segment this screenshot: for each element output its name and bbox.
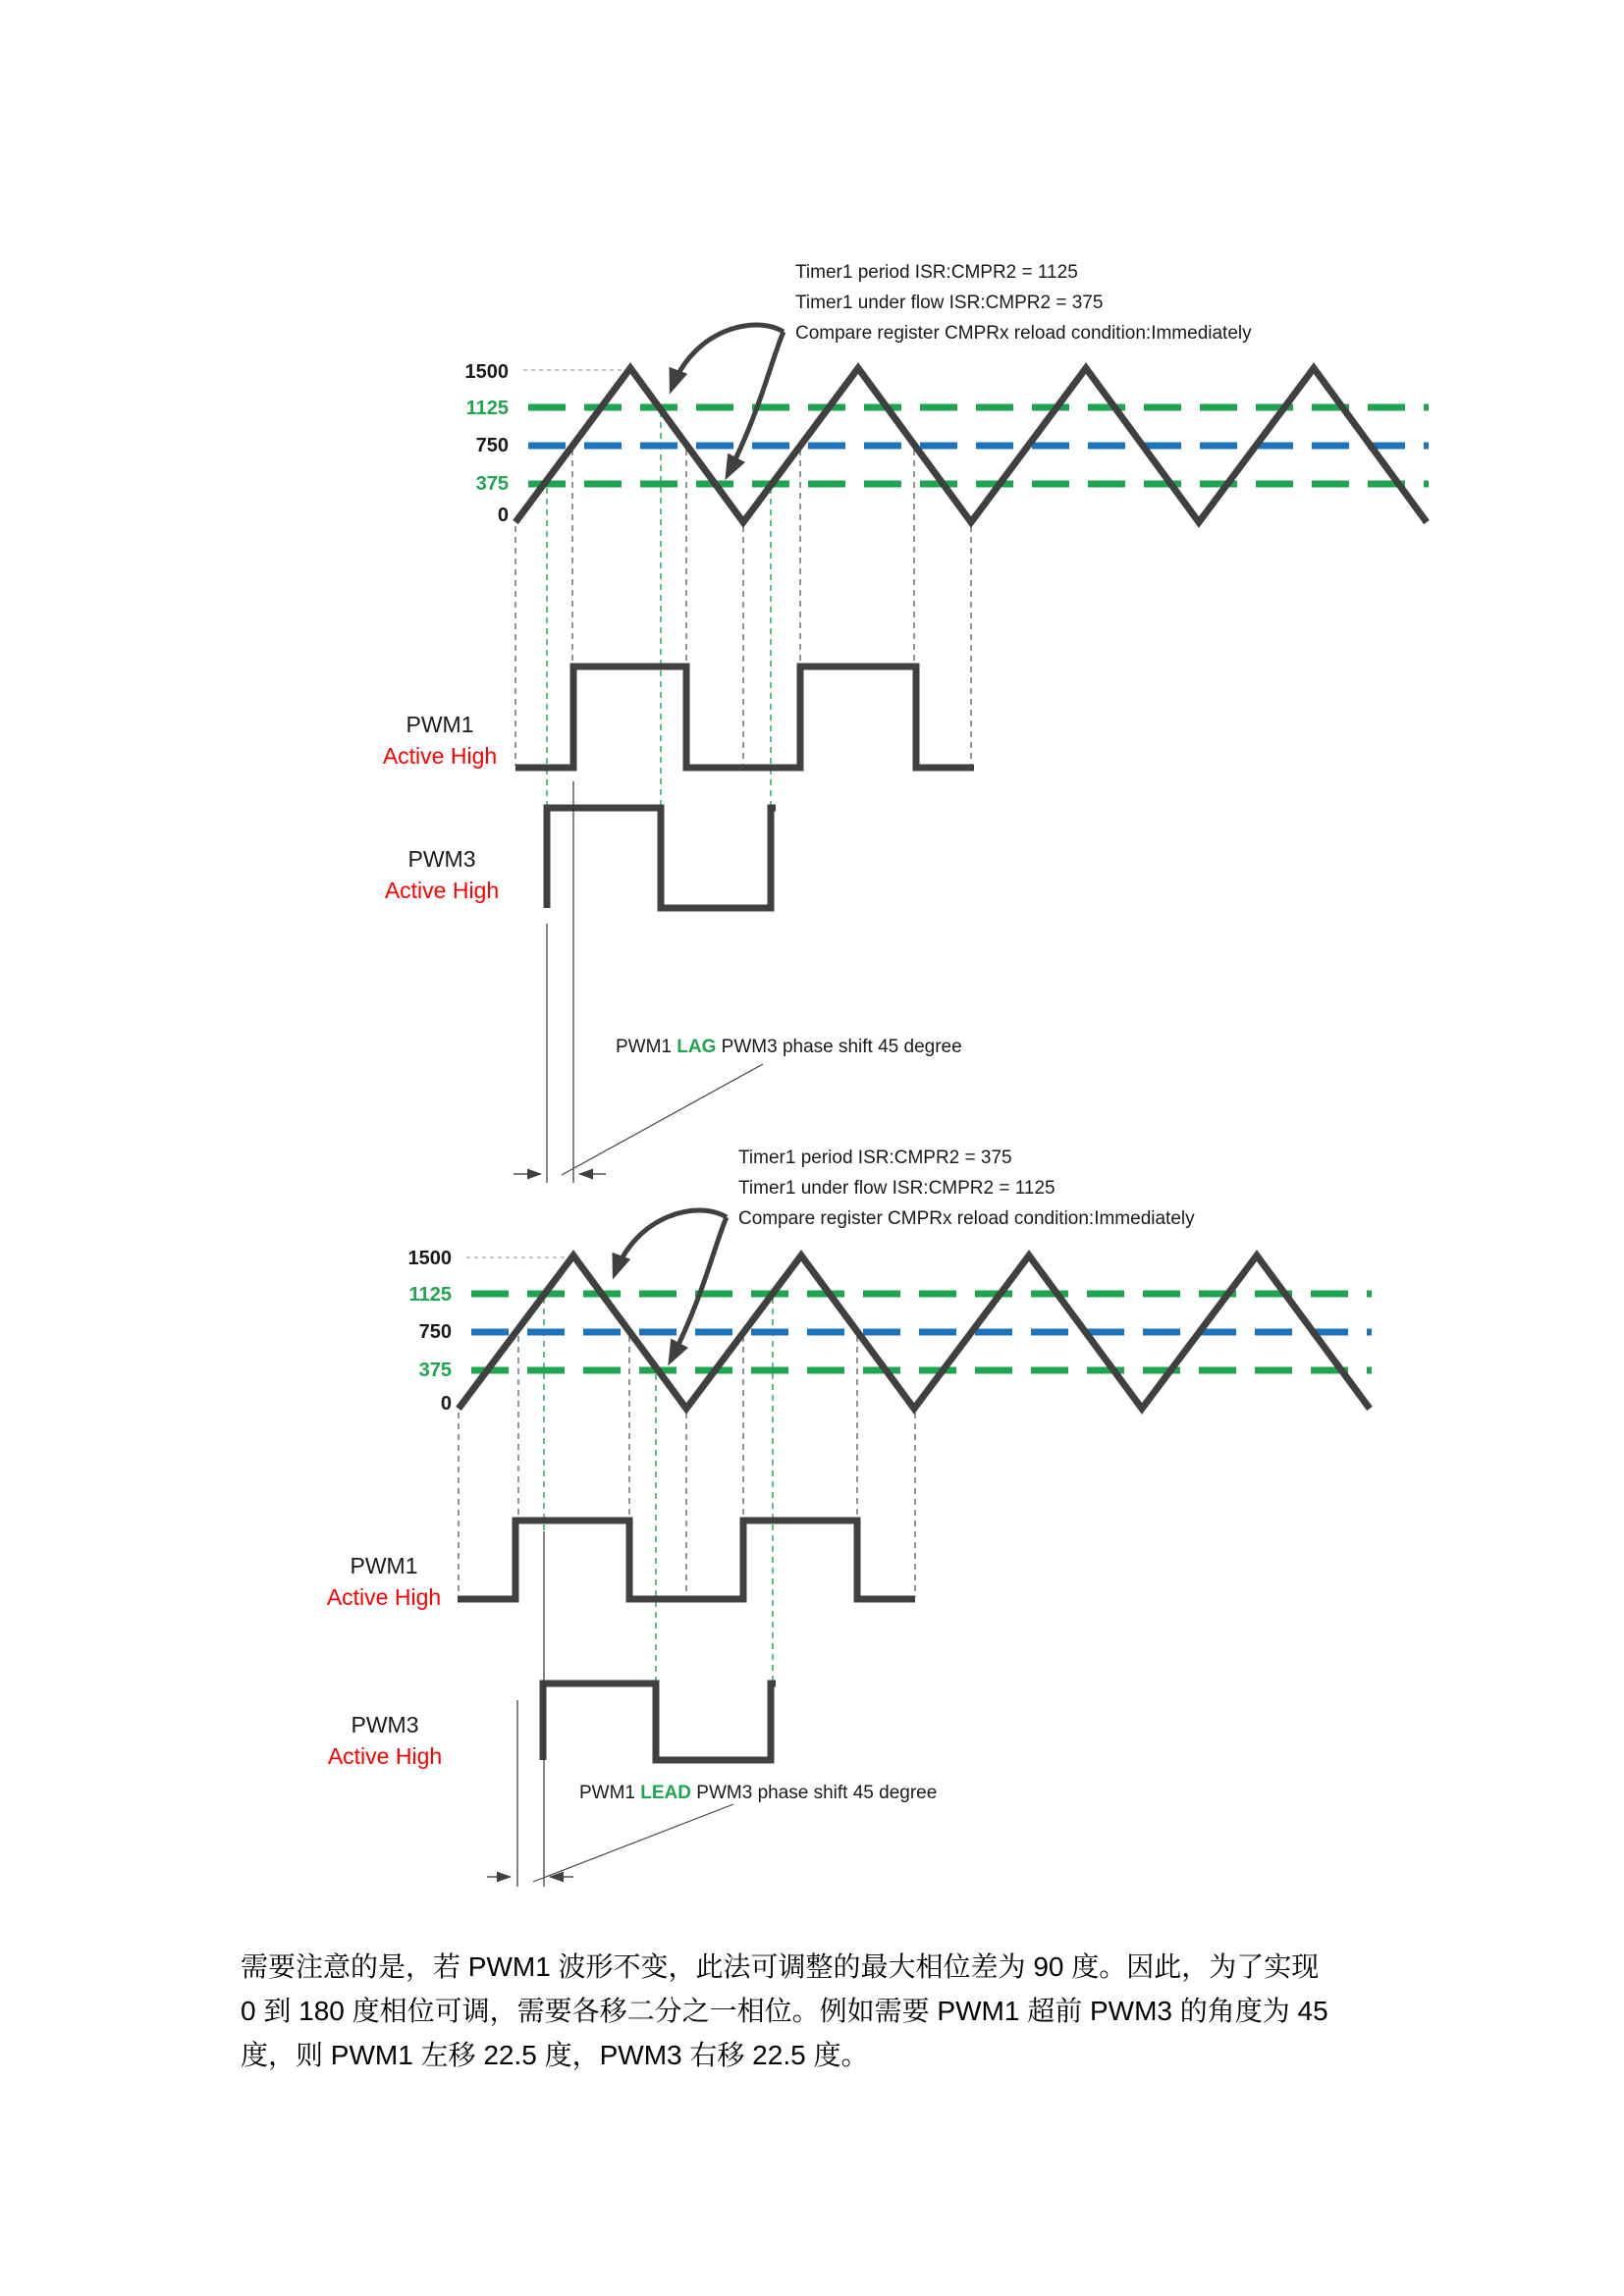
annotation-line: Timer1 under flow ISR:CMPR2 = 375 bbox=[795, 293, 1104, 313]
phase-pre: PWM1 bbox=[616, 1037, 677, 1057]
paragraph-line: 度，则 PWM1 左移 22.5 度，PWM3 右移 22.5 度。 bbox=[241, 2040, 869, 2070]
axis-tick-375: 375 bbox=[418, 1360, 452, 1381]
axis-tick-0: 0 bbox=[440, 1393, 452, 1415]
pwm1-title: PWM1 bbox=[350, 1553, 418, 1578]
body-paragraph bbox=[241, 1945, 1328, 2077]
diagram2-pwm3-label bbox=[292, 1709, 478, 1772]
annotation-line: Timer1 period ISR:CMPR2 = 1125 bbox=[795, 262, 1078, 283]
diagram2-phase-shift-caption bbox=[579, 1783, 937, 1804]
diagram1-pwm3-wave bbox=[547, 808, 776, 908]
pwm3-active-high: Active High bbox=[384, 878, 500, 903]
diagram2-pwm3-wave bbox=[543, 1683, 776, 1760]
diagram2-pwm1-label bbox=[291, 1550, 477, 1613]
diagram1-pwm1-label bbox=[347, 709, 533, 772]
diagram1-phase-shift-caption bbox=[616, 1037, 962, 1058]
pwm3-active-high: Active High bbox=[327, 1743, 443, 1769]
annotation-line: Compare register CMPRx reload condition:Immediately bbox=[738, 1208, 1195, 1229]
phase-keyword: LEAD bbox=[640, 1783, 692, 1803]
arrow-to-underflow-compare bbox=[728, 332, 784, 475]
phase-post: PWM3 phase shift 45 degree bbox=[716, 1037, 962, 1057]
pwm1-active-high: Active High bbox=[326, 1584, 442, 1610]
axis-tick-1125: 1125 bbox=[465, 398, 509, 419]
pwm1-title: PWM1 bbox=[406, 712, 474, 737]
pwm3-title: PWM3 bbox=[407, 846, 476, 872]
phase-keyword: LAG bbox=[677, 1037, 717, 1057]
annotation-line: Compare register CMPRx reload condition:Immediately bbox=[795, 323, 1252, 344]
phase-post: PWM3 phase shift 45 degree bbox=[691, 1783, 938, 1803]
axis-tick-1125: 1125 bbox=[408, 1284, 452, 1306]
axis-tick-750: 750 bbox=[475, 435, 509, 456]
axis-tick-375: 375 bbox=[475, 473, 509, 495]
paragraph-line: 需要注意的是，若 PWM1 波形不变，此法可调整的最大相位差为 90 度。因此，为了实现 bbox=[241, 1951, 1320, 1982]
annotation-line: Timer1 period ISR:CMPR2 = 375 bbox=[738, 1148, 1012, 1168]
diagram1-annotation bbox=[795, 257, 1252, 348]
pwm3-title: PWM3 bbox=[351, 1712, 419, 1737]
axis-tick-1500: 1500 bbox=[407, 1248, 452, 1269]
diagram1-pwm3-label bbox=[349, 843, 535, 906]
paragraph-line: 0 到 180 度相位可调，需要各移二分之一相位。例如需要 PWM1 超前 PWM3 的角度为 45 bbox=[241, 1996, 1328, 2026]
phase-leader-line bbox=[562, 1064, 763, 1175]
axis-tick-750: 750 bbox=[418, 1321, 452, 1343]
phase-pre: PWM1 bbox=[579, 1783, 641, 1803]
axis-tick-1500: 1500 bbox=[464, 361, 509, 383]
diagram2-annotation bbox=[738, 1143, 1195, 1234]
pwm1-active-high: Active High bbox=[382, 743, 498, 769]
diagram2-phase-dimension bbox=[487, 1531, 733, 1887]
diagram1-phase-dimension bbox=[514, 781, 763, 1183]
arrow-to-underflow-compare bbox=[671, 1217, 727, 1361]
phase-leader-line bbox=[533, 1804, 733, 1882]
axis-tick-0: 0 bbox=[497, 505, 509, 526]
annotation-line: Timer1 under flow ISR:CMPR2 = 1125 bbox=[738, 1178, 1056, 1199]
diagram1-pwm1-wave bbox=[515, 667, 974, 768]
